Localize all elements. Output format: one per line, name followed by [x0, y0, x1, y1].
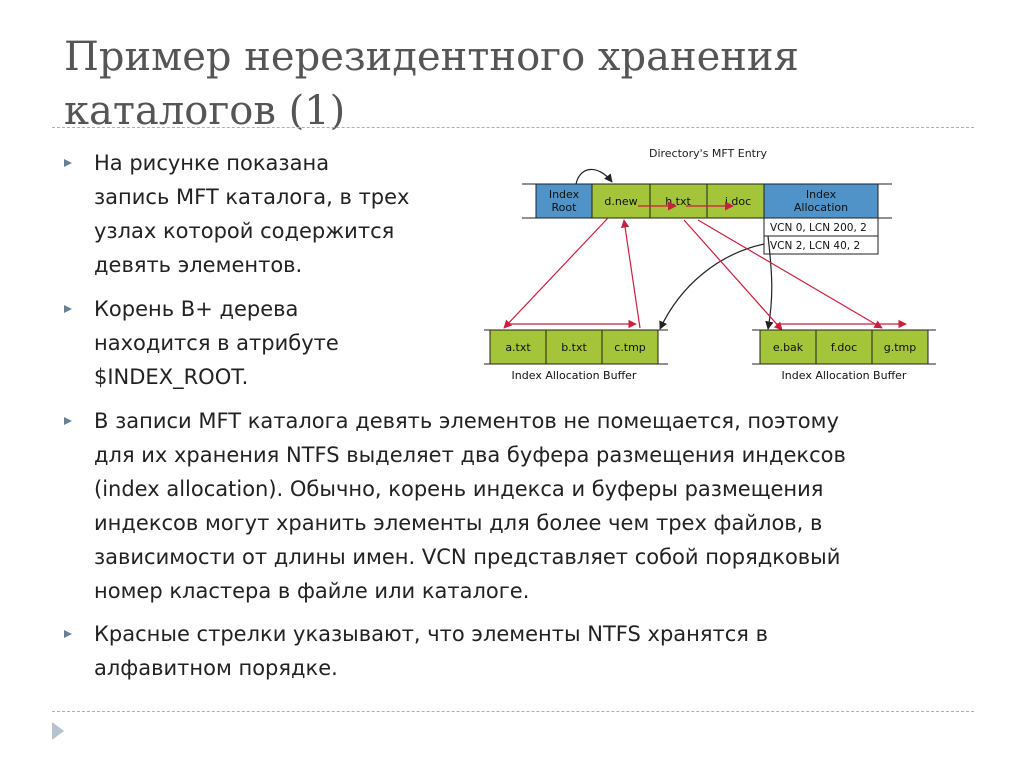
- bullet-4-line: Красные стрелки указывают, что элементы NTFS хранятся в: [94, 622, 768, 646]
- bullet-1-line: На рисунке показана: [94, 151, 330, 175]
- bullet-2: [94, 292, 339, 394]
- title-divider: [52, 127, 974, 128]
- root-pointer-arrow: [576, 169, 612, 184]
- bullet-3-line: зависимости от длины имен. VCN представляет собой порядковый: [94, 545, 841, 569]
- bullet-4-line: алфавитном порядке.: [94, 656, 338, 680]
- right-buffer-label: Index Allocation Buffer: [781, 369, 907, 382]
- left-buffer-label: Index Allocation Buffer: [511, 369, 637, 382]
- entry-label: i.doc: [724, 195, 752, 208]
- index-root-label: Index: [548, 188, 580, 201]
- bullet-3-line: индексов могут хранить элементы для более чем трех файлов, в: [94, 511, 823, 535]
- vcn-to-left-buffer-arrow: [660, 244, 764, 329]
- bullet-3: [94, 404, 846, 608]
- buffer-entry-label: c.tmp: [614, 341, 646, 354]
- vcn-row-text: VCN 2, LCN 40, 2: [770, 240, 861, 252]
- bullet-1-line: узлах которой содержится: [94, 219, 395, 243]
- bullet-1-line: девять элементов.: [94, 253, 303, 277]
- bullet-3-line: В записи MFT каталога девять элементов не помещается, поэтому: [94, 409, 839, 433]
- buffer-entry-label: f.doc: [830, 341, 858, 354]
- bullet-2-line: находится в атрибуте: [94, 331, 339, 355]
- index-allocation-label: Index: [805, 188, 837, 201]
- index-root-label: Root: [551, 201, 577, 214]
- bullet-3-line: для их хранения NTFS выделяет два буфера размещения индексов: [94, 443, 846, 467]
- bullet-1: [94, 146, 409, 282]
- mft-entry-label: Directory's MFT Entry: [648, 147, 768, 160]
- order-arrow: [624, 220, 640, 328]
- bullet-2-line: Корень B+ дерева: [94, 297, 299, 321]
- index-allocation-label: Allocation: [793, 201, 849, 214]
- bullet-4: [94, 617, 768, 685]
- bullet-3-line: номер кластера в файле или каталоге.: [94, 579, 530, 603]
- buffer-entry-label: e.bak: [772, 341, 804, 354]
- bullet-1-line: запись MFT каталога, в трех: [94, 185, 410, 209]
- title-line-2: каталогов (1): [64, 88, 346, 134]
- entry-label: h.txt: [665, 195, 691, 208]
- title-line-1: Пример нерезидентного хранения: [64, 34, 799, 80]
- buffer-entry-label: a.txt: [505, 341, 531, 354]
- btree-diagram: [480, 136, 960, 386]
- entry-label: d.new: [604, 195, 638, 208]
- order-arrow: [504, 218, 608, 328]
- slide-corner-triangle-icon: [52, 722, 64, 740]
- buffer-entry-label: b.txt: [561, 341, 587, 354]
- bullet-3-line: (index allocation). Обычно, корень индекса и буферы размещения: [94, 477, 824, 501]
- buffer-entry-label: g.tmp: [883, 341, 917, 354]
- footer-divider: [52, 711, 974, 712]
- slide-title: [64, 30, 964, 138]
- vcn-row-text: VCN 0, LCN 200, 2: [770, 222, 867, 234]
- bullet-2-line: $INDEX_ROOT.: [94, 365, 249, 389]
